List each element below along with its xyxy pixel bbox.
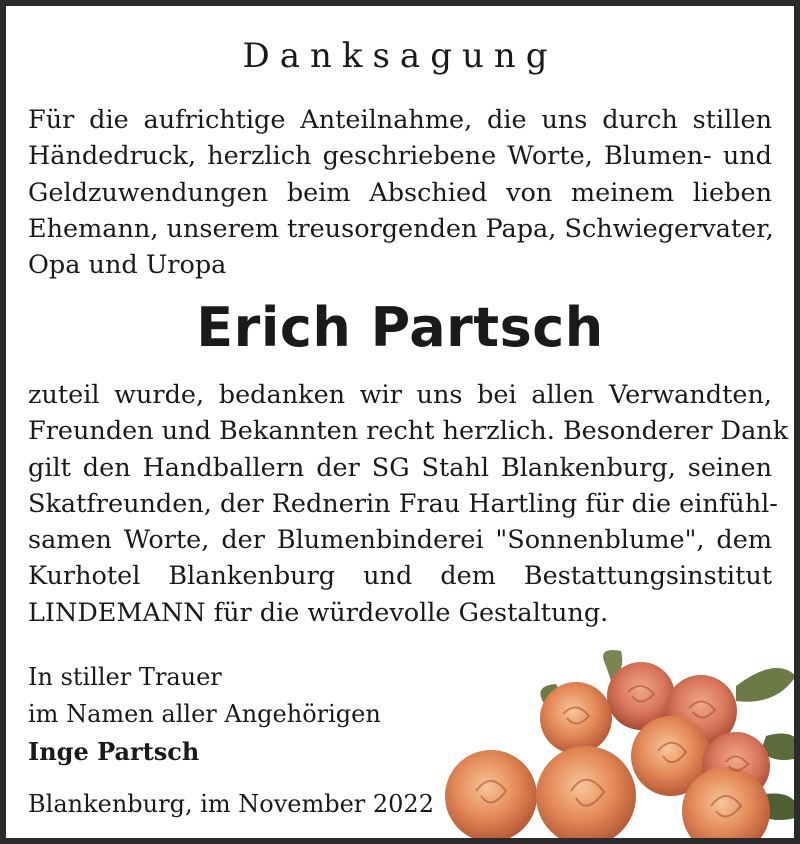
signature-name: Inge Partsch bbox=[28, 737, 200, 766]
intro-line: Opa und Uropa bbox=[28, 250, 227, 281]
body-line: Kurhotel Blankenburg und dem Bestattungsinstitut bbox=[28, 561, 772, 592]
intro-line: Ehemann, unserem treusorgenden Papa, Schwiegervater, bbox=[28, 213, 774, 244]
roses-bouquet-icon bbox=[436, 646, 800, 844]
body-line: LINDEMANN für die würdevolle Gestaltung. bbox=[28, 597, 609, 628]
body-line: samen Worte, der Blumenbinderei "Sonnenblume", dem bbox=[28, 525, 772, 556]
body-line: Skatfreunden, der Rednerin Frau Hartling für die einfühl- bbox=[28, 488, 778, 519]
body-line: zuteil wurde, bedanken wir uns bei allen Verwandten, bbox=[28, 380, 772, 410]
notice-heading: Danksagung bbox=[242, 36, 558, 76]
deceased-name: Erich Partsch bbox=[196, 296, 604, 359]
signature-block bbox=[28, 659, 381, 770]
intro-paragraph bbox=[28, 102, 772, 283]
intro-line: Geldzuwendungen beim Abschied von meinem lieben bbox=[28, 177, 772, 208]
body-line: Freunden und Bekannten recht herzlich. Besonderer Dank bbox=[28, 416, 789, 447]
signature-line: In stiller Trauer bbox=[28, 663, 222, 691]
place-date: Blankenburg, im November 2022 bbox=[28, 790, 434, 818]
thanks-paragraph bbox=[28, 377, 789, 631]
body-line: gilt den Handballern der SG Stahl Blankenburg, seinen bbox=[28, 452, 772, 483]
signature-line: im Namen aller Angehörigen bbox=[28, 700, 381, 728]
intro-line: Händedruck, herzlich geschriebene Worte, Blumen- und bbox=[28, 141, 772, 172]
intro-line: Für die aufrichtige Anteilnahme, die uns durch stillen bbox=[28, 105, 772, 135]
